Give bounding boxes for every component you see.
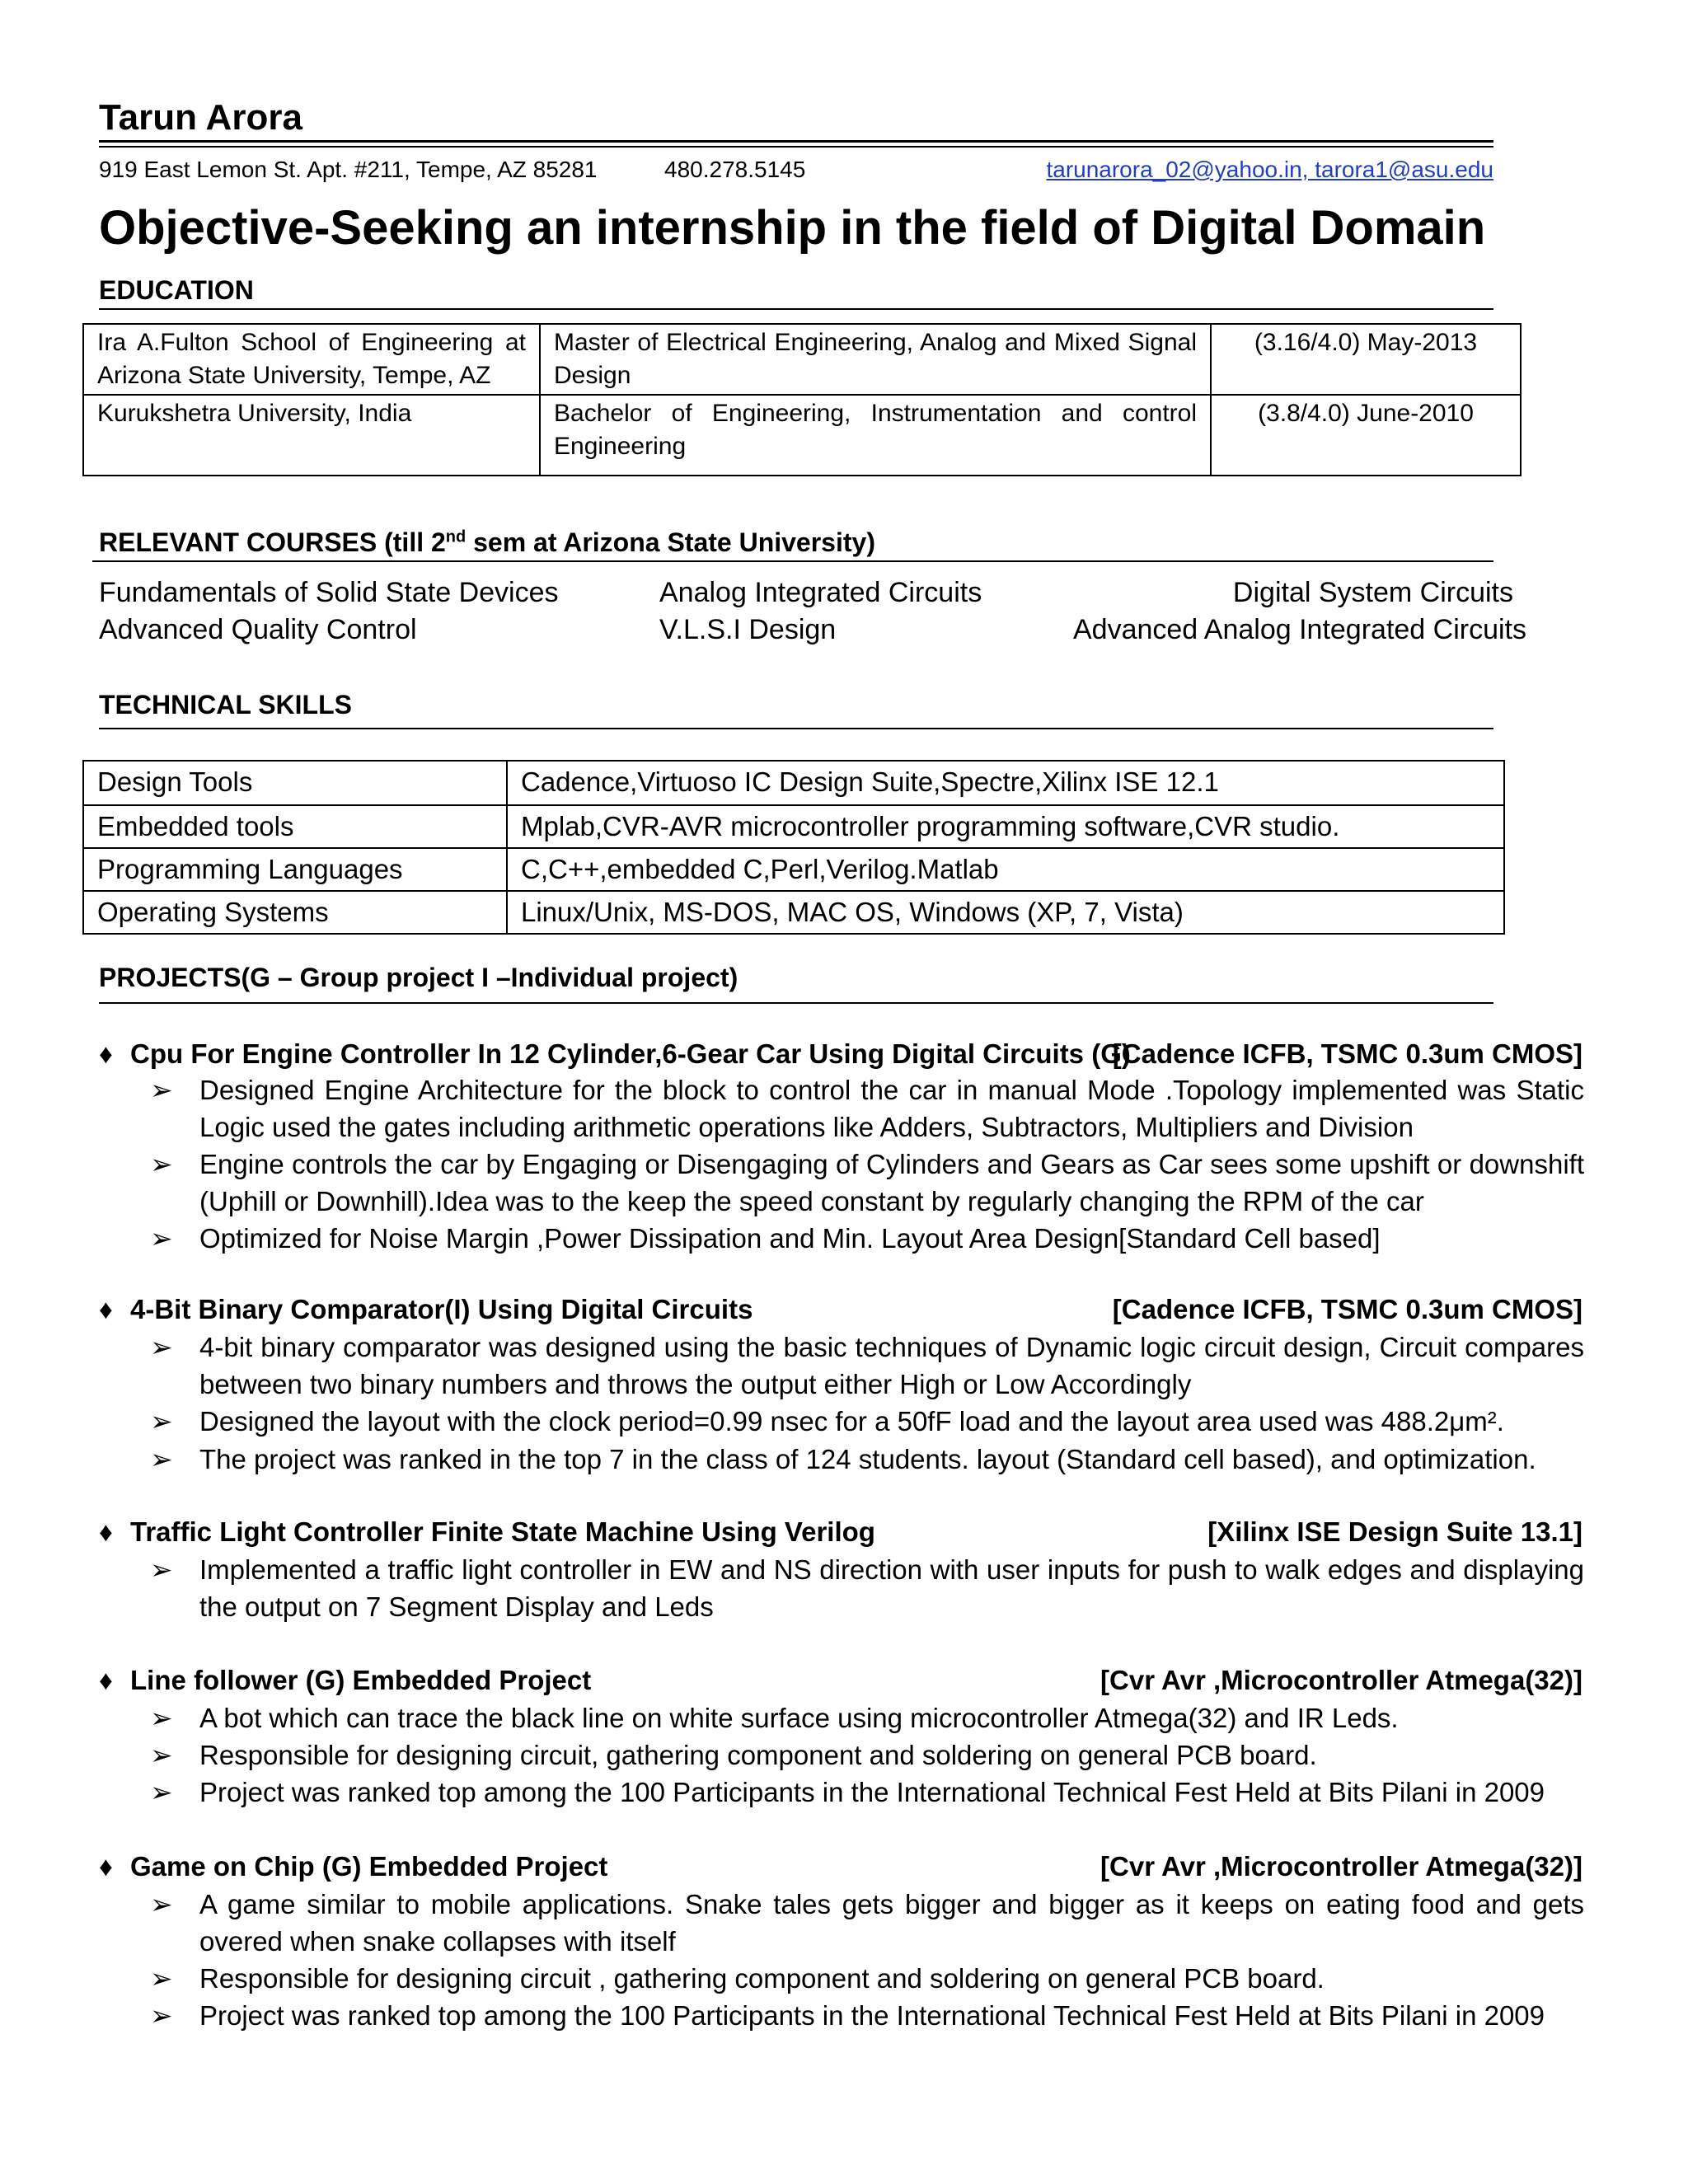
courses-heading: RELEVANT COURSES (till 2nd sem at Arizona State University) [99, 527, 875, 557]
project-tools: [Cadence ICFB, TSMC 0.3um CMOS] [1112, 1294, 1582, 1324]
skill-label: Embedded tools [83, 805, 507, 848]
education-table [82, 323, 1522, 476]
project-tools: [Cvr Avr ,Microcontroller Atmega(32)] [1100, 1665, 1582, 1695]
project-bullet: ➢ 4-bit binary comparator was designed using the basic techniques of Dynamic logic circuit design, Circuit compares between two binary numbers and throws the output either High or Low Accordingly [150, 1329, 1584, 1403]
diamond-bullet-icon: ♦ [99, 1294, 113, 1324]
header-rule [99, 140, 1493, 143]
arrow-bullet-icon: ➢ [150, 1963, 173, 1994]
arrow-bullet-icon: ➢ [150, 1740, 173, 1770]
project-tools: [Xilinx ISE Design Suite 13.1] [1207, 1516, 1582, 1547]
project-title: ♦ Cpu For Engine Controller In 12 Cylinder,6-Gear Car Using Digital Circuits (G) [99, 1038, 1131, 1069]
project-tools: [Cadence ICFB, TSMC 0.3um CMOS] [1112, 1038, 1582, 1069]
skills-heading: TECHNICAL SKILLS [99, 690, 352, 719]
phone: 480.278.5145 [664, 157, 806, 182]
skills-row [83, 848, 1504, 891]
skill-value: Cadence,Virtuoso IC Design Suite,Spectre,Xilinx ISE 12.1 [507, 761, 1504, 805]
skills-rule [99, 728, 1493, 729]
education-rule [99, 308, 1493, 310]
project-bullet: ➢ Designed Engine Architecture for the block to control the car in manual Mode .Topology implemented was Static Logic used the gates including arithmetic operations like Adders, Subtractors, Multipliers and Division [150, 1071, 1584, 1146]
education-degree: Master of Electrical Engineering, Analog and Mixed Signal Design [540, 324, 1211, 395]
project-bullet: ➢ Optimized for Noise Margin ,Power Dissipation and Min. Layout Area Design[Standard Cell based] [150, 1220, 1584, 1257]
courses-rule [92, 560, 1493, 562]
skills-table [82, 760, 1505, 935]
project-bullet: ➢ A bot which can trace the black line on white surface using microcontroller Atmega(32) and IR Leds. [150, 1699, 1584, 1736]
education-heading: EDUCATION [99, 275, 254, 305]
candidate-name: Tarun Arora [99, 97, 302, 138]
arrow-bullet-icon: ➢ [150, 2000, 173, 2031]
skill-label: Design Tools [83, 761, 507, 805]
education-school: Ira A.Fulton School of Engineering at Arizona State University, Tempe, AZ [83, 324, 540, 395]
project-bullet: ➢ Responsible for designing circuit , gathering component and soldering on general PCB board. [150, 1960, 1584, 1997]
objective-heading: Objective-Seeking an internship in the field of Digital Domain [99, 201, 1486, 255]
skills-row [83, 761, 1504, 805]
arrow-bullet-icon: ➢ [150, 1889, 173, 1919]
course-item: Analog Integrated Circuits [659, 577, 982, 608]
education-school: Kurukshetra University, India [83, 395, 540, 476]
project-bullet: ➢ A game similar to mobile applications. Snake tales gets bigger and bigger as it keeps on eating food and gets overed when snake collapses with itself [150, 1886, 1584, 1960]
education-row [83, 324, 1521, 395]
arrow-bullet-icon: ➢ [150, 1223, 173, 1254]
project-bullet: ➢ The project was ranked in the top 7 in the class of 124 students. layout (Standard cell based), and optimization. [150, 1441, 1584, 1478]
education-row [83, 395, 1521, 476]
arrow-bullet-icon: ➢ [150, 1703, 173, 1733]
project-title: ♦ 4-Bit Binary Comparator(I) Using Digital Circuits [99, 1294, 753, 1324]
diamond-bullet-icon: ♦ [99, 1516, 113, 1547]
project-bullet: ➢ Responsible for designing circuit, gathering component and soldering on general PCB board. [150, 1736, 1584, 1774]
projects-rule [99, 1002, 1493, 1004]
arrow-bullet-icon: ➢ [150, 1075, 173, 1105]
course-item: Fundamentals of Solid State Devices [99, 577, 559, 608]
education-degree: Bachelor of Engineering, Instrumentation and control Engineering [540, 395, 1211, 476]
project-bullet: ➢ Project was ranked top among the 100 Participants in the International Technical Fest Held at Bits Pilani in 2009 [150, 1997, 1584, 2034]
project-bullet: ➢ Implemented a traffic light controller in EW and NS direction with user inputs for push to walk edges and displaying the output on 7 Segment Display and Leds [150, 1551, 1584, 1625]
project-bullet: ➢ Project was ranked top among the 100 Participants in the International Technical Fest Held at Bits Pilani in 2009 [150, 1774, 1584, 1811]
course-item: Advanced Analog Integrated Circuits [1072, 614, 1526, 645]
skills-row [83, 891, 1504, 934]
skill-value: Linux/Unix, MS-DOS, MAC OS, Windows (XP, 7, Vista) [507, 891, 1504, 934]
education-grade: (3.16/4.0) May-2013 [1211, 324, 1521, 395]
arrow-bullet-icon: ➢ [150, 1554, 173, 1585]
header-rule-thin [99, 146, 1493, 148]
project-bullet: ➢ Designed the layout with the clock period=0.99 nsec for a 50fF load and the layout area used was 488.2μm². [150, 1403, 1584, 1440]
project-title: ♦ Traffic Light Controller Finite State Machine Using Verilog [99, 1516, 875, 1547]
skill-value: Mplab,CVR-AVR microcontroller programming software,CVR studio. [507, 805, 1504, 848]
address: 919 East Lemon St. Apt. #211, Tempe, AZ 85281 [99, 157, 598, 182]
diamond-bullet-icon: ♦ [99, 1665, 113, 1695]
diamond-bullet-icon: ♦ [99, 1038, 113, 1069]
arrow-bullet-icon: ➢ [150, 1406, 173, 1436]
arrow-bullet-icon: ➢ [150, 1444, 173, 1474]
email-link[interactable]: tarunarora_02@yahoo.in, tarora1@asu.edu [1046, 157, 1493, 182]
arrow-bullet-icon: ➢ [150, 1149, 173, 1179]
skill-label: Programming Languages [83, 848, 507, 891]
arrow-bullet-icon: ➢ [150, 1777, 173, 1807]
project-tools: [Cvr Avr ,Microcontroller Atmega(32)] [1100, 1851, 1582, 1882]
diamond-bullet-icon: ♦ [99, 1851, 113, 1882]
education-grade: (3.8/4.0) June-2010 [1211, 395, 1521, 476]
course-item: Advanced Quality Control [99, 614, 417, 645]
project-title: ♦ Game on Chip (G) Embedded Project [99, 1851, 608, 1882]
skill-label: Operating Systems [83, 891, 507, 934]
projects-heading: PROJECTS(G – Group project I –Individual project) [99, 963, 738, 992]
course-item: V.L.S.I Design [659, 614, 837, 645]
project-title: ♦ Line follower (G) Embedded Project [99, 1665, 592, 1695]
skill-value: C,C++,embedded C,Perl,Verilog.Matlab [507, 848, 1504, 891]
project-bullet: ➢ Engine controls the car by Engaging or Disengaging of Cylinders and Gears as Car sees some upshift or downshift (Uphill or Downhill).Idea was to the keep the speed constant by regularly changing the RPM of the car [150, 1146, 1584, 1220]
course-item: Digital System Circuits [1232, 577, 1513, 608]
arrow-bullet-icon: ➢ [150, 1332, 173, 1362]
skills-row [83, 805, 1504, 848]
